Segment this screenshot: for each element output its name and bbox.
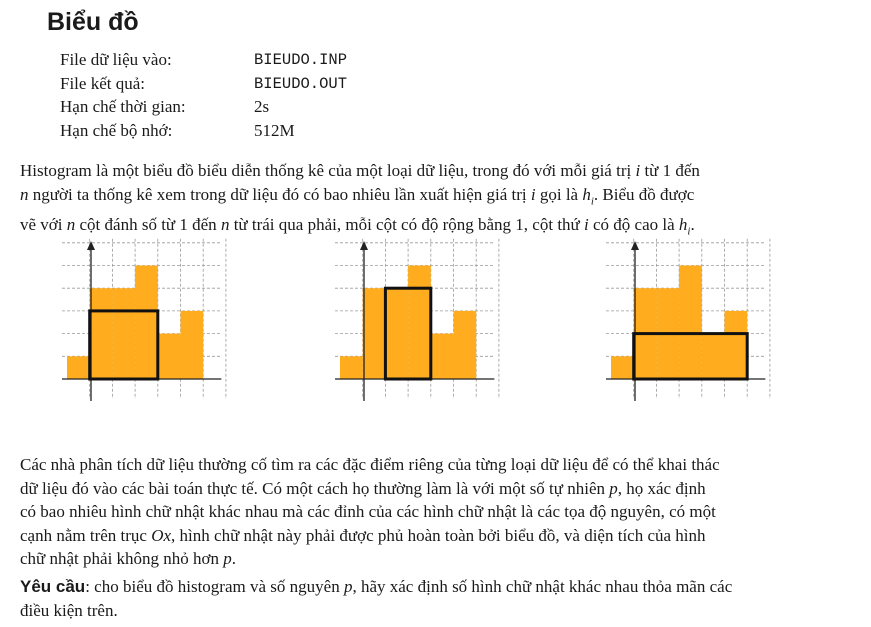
page-title: Biểu đồ (47, 8, 139, 36)
histogram-bar (90, 288, 113, 379)
histogram-bar (702, 334, 725, 379)
text-line: có bao nhiêu hình chữ nhật khác nhau mà các đỉnh của các hình chữ nhật là các tọa độ nguyên, có một (20, 502, 716, 521)
histogram-bar (385, 288, 408, 379)
text-line: n người ta thống kê xem trong dữ liệu đó có bao nhiêu lần xuất hiện giá trị i gọi là $h_i$. Biểu đồ được (20, 184, 695, 207)
meta-value: 2s (254, 97, 270, 116)
meta-label: Hạn chế thời gian: (60, 97, 186, 116)
histogram-bar (340, 356, 363, 379)
meta-label: File dữ liệu vào: (60, 50, 172, 69)
y-axis-arrow (631, 241, 639, 250)
text-line: dữ liệu đó vào các bài toán thực tế. Có một cách họ thường làm là với một số tự nhiên p, họ xác định (20, 478, 706, 498)
request-label: Yêu cầu (20, 577, 86, 596)
histogram-bar (363, 288, 386, 379)
meta-value: 512M (254, 120, 295, 140)
text-line: Yêu cầu: cho biểu đồ histogram và số nguyên p, hãy xác định số hình chữ nhật khác nhau thỏa mãn các (20, 577, 733, 596)
meta-label: Hạn chế bộ nhớ: (60, 120, 173, 140)
histogram-bar (67, 356, 90, 379)
histogram-bar (454, 311, 477, 379)
meta-value: BIEUDO.OUT (254, 74, 348, 93)
histogram-bar (158, 334, 181, 379)
histogram-bar (408, 266, 431, 380)
histogram-figure-2 (333, 236, 528, 411)
histogram-figure-1 (60, 236, 255, 411)
request-paragraph (20, 575, 848, 622)
histogram-bar (431, 334, 454, 379)
histogram-bar (611, 356, 634, 379)
body-paragraph (20, 453, 848, 571)
text-line: điều kiện trên. (20, 600, 118, 620)
histogram-figures (0, 236, 871, 411)
histogram-bar (135, 266, 158, 380)
histogram-bar (112, 288, 135, 379)
y-axis-arrow (360, 241, 368, 250)
text-line: cạnh nằm trên trục Ox, hình chữ nhật này phải được phủ hoàn toàn bởi biểu đồ, và diện tích của hình (20, 525, 706, 545)
text-line: Histogram là một biểu đồ biểu diễn thống kê của một loại dữ liệu, trong đó với mỗi giá trị i từ 1 đến (20, 161, 700, 180)
histogram-bar (181, 311, 204, 379)
text-line: chữ nhật phải không nhỏ hơn p. (20, 549, 237, 568)
histogram-bar (725, 311, 748, 379)
histogram-bar (679, 266, 702, 380)
intro-paragraph (20, 159, 848, 244)
meta-label: File kết quả: (60, 73, 145, 93)
y-axis-arrow (87, 241, 95, 250)
histogram-figure-3 (604, 236, 799, 411)
text-line: vẽ với n cột đánh số từ 1 đến n từ trái qua phải, mỗi cột có độ rộng bằng 1, cột thứ i có độ cao là $h_i$. (20, 215, 695, 238)
meta-value: BIEUDO.INP (254, 51, 348, 69)
text-line: Các nhà phân tích dữ liệu thường cố tìm ra các đặc điểm riêng của từng loại dữ liệu để có thể khai thác (20, 455, 720, 474)
